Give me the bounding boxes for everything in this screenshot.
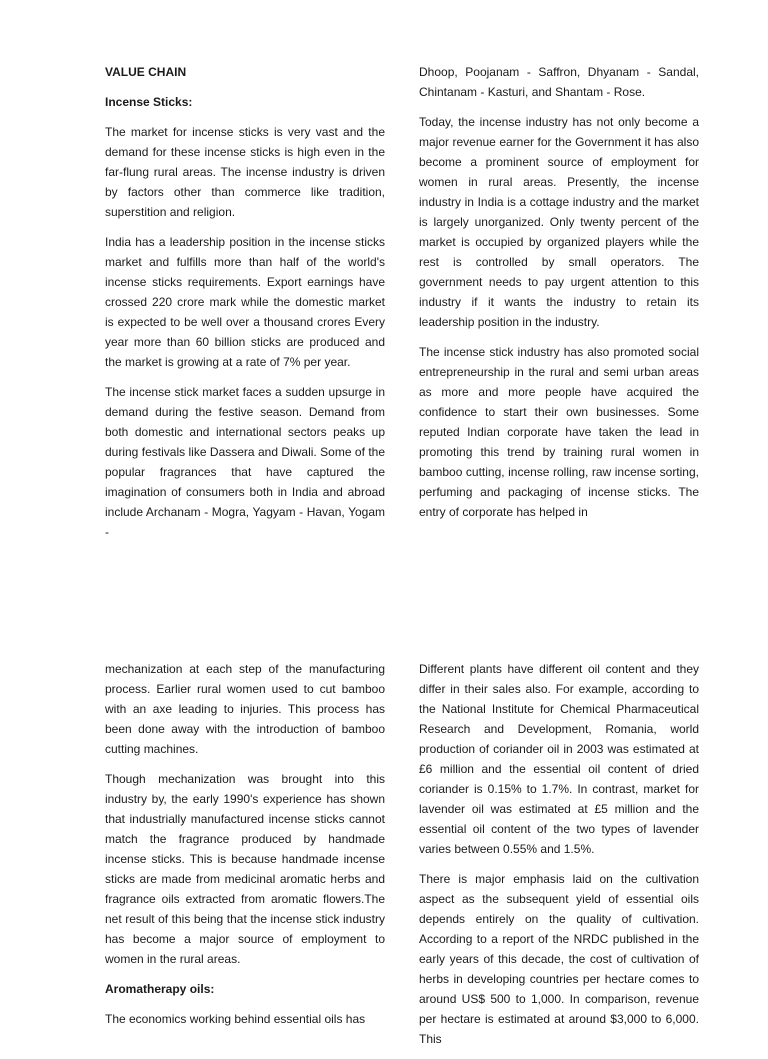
paragraph: Different plants have different oil content and they differ in their sales also. For example, according to the National Institute for Chemical Pharmaceutical Research and Development, Romania, world production of coriander oil in 2003 was estimated at £6 million and the essential oil content of dried coriander is 0.15% to 1.7%. In contrast, market for lavender oil was estimated at £5 million and the essential oil content of the two types of lavender varies between 0.55% and 1.5%. — [419, 662, 699, 856]
paragraph: There is major emphasis laid on the cultivation aspect as the subsequent yield of essential oils depends entirely on the quality of cultivation. According to a report of the NRDC published in the early years of this decade, the cost of cultivation of herbs in developing countries per hectare comes to around US$ 500 to 1,000. In comparison, revenue per hectare is estimated at around $3,000 to 6,000. This — [419, 872, 699, 1046]
paragraph: Though mechanization was brought into this industry by, the early 1990's experience has shown that industrially manufactured incense sticks cannot match the fragrance produced by handmade incense sticks. This is because handmade incense sticks are made from medicinal aromatic herbs and fragrance oils extracted from aromatic flowers.The net result of this being that the incense stick industry has become a major source of employment to women in the rural areas. — [105, 772, 385, 966]
paragraph: The incense stick market faces a sudden upsurge in demand during the festive season. Demand from both domestic and international sectors peaks up during festivals like Dassera and Diwali. Some of the popular fragrances that have captured the imagination of consumers both in India and abroad include Archanam - Mogra, Yagyam - Havan, Yogam - — [105, 385, 385, 539]
paragraph: mechanization at each step of the manufacturing process. Earlier rural women used to cut bamboo with an axe leading to injuries. This process has been done away with the introduction of bamboo cutting machines. — [105, 662, 385, 756]
paragraph: The incense stick industry has also promoted social entrepreneurship in the rural and semi urban areas as more and more people have acquired the confidence to start their own businesses. Some reputed Indian corporate have taken the lead in promoting this trend by training rural women in bamboo cutting, incense rolling, raw incense sorting, perfuming and packaging of incense sticks. The entry of corporate has helped in — [419, 345, 699, 519]
section-heading: VALUE CHAIN — [105, 65, 187, 79]
subsection-heading: Incense Sticks: — [105, 95, 193, 109]
paragraph: Dhoop, Poojanam - Saffron, Dhyanam - Sandal, Chintanam - Kasturi, and Shantam - Rose. — [419, 65, 699, 99]
paragraph: The market for incense sticks is very vast and the demand for these incense sticks is high even in the far-flung rural areas. The incense industry is driven by factors other than commerce like tradition, superstition and religion. — [105, 125, 385, 219]
bottom-left-column — [105, 659, 385, 1039]
paragraph: Today, the incense industry has not only become a major revenue earner for the Government it has also become a prominent source of employment for women in rural areas. Presently, the incense industry in India is a cottage industry and the market is largely unorganized. Only twenty percent of the market is occupied by organized players while the rest is controlled by small operators. The government needs to pay urgent attention to this industry if it wants the industry to retain its leadership position in the industry. — [419, 115, 699, 329]
subsection-heading: Aromatherapy oils: — [105, 982, 215, 996]
paragraph: The economics working behind essential oils has — [105, 1012, 366, 1026]
bottom-right-column — [419, 659, 699, 1059]
paragraph: India has a leadership position in the incense sticks market and fulfills more than half of the world's incense sticks requirements. Export earnings have crossed 220 crore mark while the domestic market is expected to be well over a thousand crores Every year more than 60 billion sticks are produced and the market is growing at a rate of 7% per year. — [105, 235, 385, 369]
top-right-column — [419, 62, 699, 532]
top-left-column — [105, 62, 385, 552]
